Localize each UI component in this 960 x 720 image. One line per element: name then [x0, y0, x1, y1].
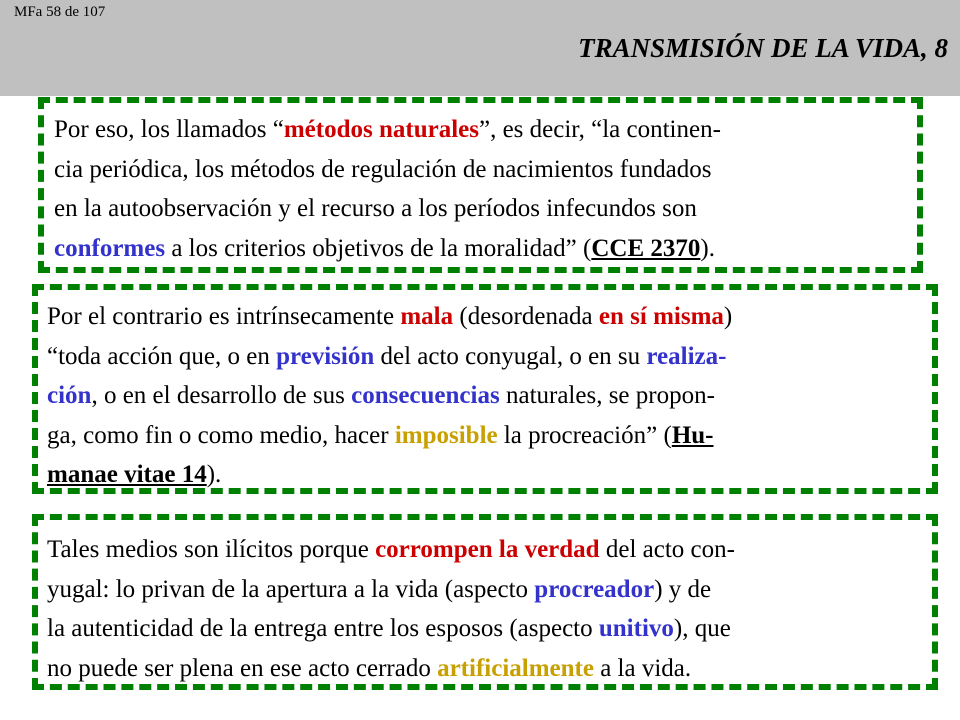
text-line: [47, 297, 932, 337]
emphasis-text: mala: [400, 303, 454, 330]
emphasis-text: Hu-: [671, 421, 714, 449]
text-box-humanae-vitae: [32, 284, 938, 494]
body-text: la procreación” (: [497, 421, 672, 449]
slide-counter: MFa 58 de 107: [14, 4, 106, 20]
text-line: [54, 110, 917, 150]
text-line: [47, 530, 932, 570]
body-text: a la vida.: [593, 654, 692, 682]
body-text: en la autoobservación y el recurso a los períodos infecundos son: [54, 195, 697, 222]
emphasis-text: procreador: [534, 575, 655, 603]
emphasis-text: manae vitae 14: [47, 461, 207, 488]
text-line: [47, 649, 932, 689]
emphasis-text: ción: [47, 382, 92, 409]
body-text: ).: [206, 461, 222, 488]
text-line: [47, 609, 932, 649]
text-line: [47, 337, 932, 377]
text-line: [54, 189, 917, 229]
emphasis-text: realiza-: [646, 342, 727, 370]
body-text: yugal: lo privan de la apertura a la vida (aspecto: [47, 575, 535, 603]
text-line: [47, 416, 932, 456]
body-text: del acto con-: [599, 536, 735, 563]
body-text: no puede ser plena en ese acto cerrado: [47, 654, 438, 682]
text-line: [54, 229, 917, 269]
slide-header: [0, 0, 960, 96]
text-box-metodos-naturales: [38, 97, 923, 273]
body-text: Por eso, los llamados “: [54, 116, 284, 143]
body-text: ).: [700, 234, 715, 262]
body-text: naturales, se propon-: [499, 382, 715, 409]
emphasis-text: CCE 2370: [591, 234, 701, 262]
emphasis-text: consecuencias: [351, 382, 500, 409]
body-text: cia periódica, los métodos de regulación de nacimientos fundados: [54, 155, 712, 183]
body-text: ): [723, 303, 733, 330]
body-text: ga, como fin o como medio, hacer: [47, 421, 395, 449]
body-text: (desordenada: [453, 303, 599, 330]
emphasis-text: previsión: [276, 342, 375, 370]
body-text: Por el contrario es intrínsecamente: [47, 303, 401, 330]
text-line: [54, 150, 917, 190]
emphasis-text: unitivo: [598, 615, 674, 642]
body-text: “toda acción que, o en: [47, 342, 277, 370]
emphasis-text: en sí misma: [598, 303, 724, 330]
text-box-medios-ilicitos: [32, 514, 938, 690]
body-text: la autenticidad de la entrega entre los esposos (aspecto: [47, 615, 599, 642]
body-text: Tales medios son ilícitos porque: [47, 536, 376, 563]
emphasis-text: métodos naturales: [283, 116, 479, 143]
body-text: ) y de: [654, 575, 712, 603]
emphasis-text: conformes: [54, 234, 166, 262]
body-text: del acto conyugal, o en su: [374, 342, 647, 370]
emphasis-text: imposible: [394, 421, 498, 449]
body-text: a los criterios objetivos de la moralidad” (: [165, 234, 592, 262]
emphasis-text: corrompen la verdad: [375, 536, 600, 563]
text-line: [47, 455, 932, 495]
body-text: , o en el desarrollo de sus: [91, 382, 352, 409]
body-text: ”, es decir, “la continen-: [478, 116, 721, 143]
body-text: ), que: [673, 615, 731, 642]
slide-title: TRANSMISIÓN DE LA VIDA, 8: [578, 33, 948, 63]
emphasis-text: artificialmente: [437, 654, 594, 682]
text-line: [47, 570, 932, 610]
text-line: [47, 376, 932, 416]
